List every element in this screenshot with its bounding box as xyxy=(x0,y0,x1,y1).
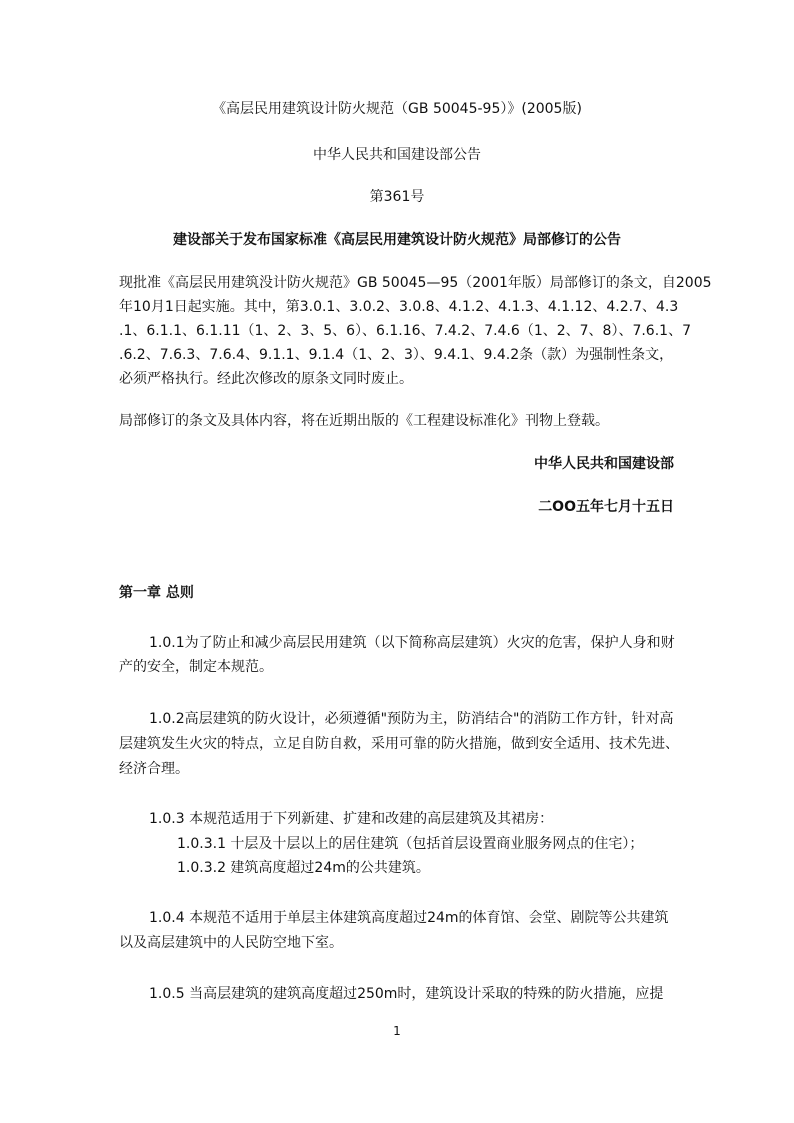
issuer-line: 中华人民共和国建设部公告 xyxy=(313,147,481,163)
signature-date: 二OO五年七月十五日 xyxy=(538,499,674,515)
clause-1-0-3: 1.0.3 本规范适用于下列新建、扩建和改建的高层建筑及其裙房： xyxy=(149,811,554,827)
clause-1-0-1-cont: 产的安全，制定本规范。 xyxy=(119,659,273,675)
signature-org: 中华人民共和国建设部 xyxy=(534,456,674,472)
chapter-title: 第一章 总则 xyxy=(119,585,194,601)
notice-title: 建设部关于发布国家标准《高层民用建筑设计防火规范》局部修订的公告 xyxy=(173,232,621,248)
announcement-number: 第361号 xyxy=(369,189,425,205)
notice-body-line: .6.2、7.6.3、7.6.4、9.1.1、9.1.4（1、2、3）、9.4.1、9.4.2条（款）为强制性条文， xyxy=(119,347,674,363)
clause-1-0-4-cont: 以及高层建筑中的人民防空地下室。 xyxy=(119,935,343,951)
notice-publish-line: 局部修订的条文及具体内容，将在近期出版的《工程建设标准化》刊物上登载。 xyxy=(119,413,609,429)
clause-1-0-5: 1.0.5 当高层建筑的建筑高度超过250m时，建筑设计采取的特殊的防火措施，应提 xyxy=(149,986,664,1002)
clause-1-0-2-cont: 经济合理。 xyxy=(119,761,189,777)
notice-body-line: 必须严格执行。经此次修改的原条文同时废止。 xyxy=(119,371,413,387)
clause-1-0-4: 1.0.4 本规范不适用于单层主体建筑高度超过24m的体育馆、会堂、剧院等公共建筑 xyxy=(149,910,669,926)
clause-1-0-3-2: 1.0.3.2 建筑高度超过24m的公共建筑。 xyxy=(177,860,430,876)
document-title: 《高层民用建筑设计防火规范（GB 50045-95）》(2005版) xyxy=(212,101,582,117)
page-number: 1 xyxy=(393,1024,401,1038)
notice-body-line: .1、6.1.1、6.1.11（1、2、3、5、6）、6.1.16、7.4.2、7.4.6（1、2、7、8）、7.6.1、7 xyxy=(119,323,691,339)
notice-body-line: 现批准《高层民用建筑没计防火规范》GB 50045—95（2001年版）局部修订的条文，自2005 xyxy=(119,275,712,291)
clause-1-0-2-cont: 层建筑发生火灾的特点，立足自防自救，采用可靠的防火措施，做到安全适用、技术先进、 xyxy=(119,736,679,752)
clause-1-0-3-1: 1.0.3.1 十层及十层以上的居住建筑（包括首层设置商业服务网点的住宅）； xyxy=(177,836,644,852)
notice-body-line: 年10月1日起实施。其中，第3.0.1、3.0.2、3.0.8、4.1.2、4.1.3、4.1.12、4.2.7、4.3 xyxy=(119,299,679,315)
clause-1-0-1: 1.0.1为了防止和减少高层民用建筑（以下简称高层建筑）火灾的危害，保护人身和财 xyxy=(149,635,675,651)
clause-1-0-2: 1.0.2高层建筑的防火设计，必须遵循"预防为主，防消结合"的消防工作方针，针对高 xyxy=(149,711,674,727)
